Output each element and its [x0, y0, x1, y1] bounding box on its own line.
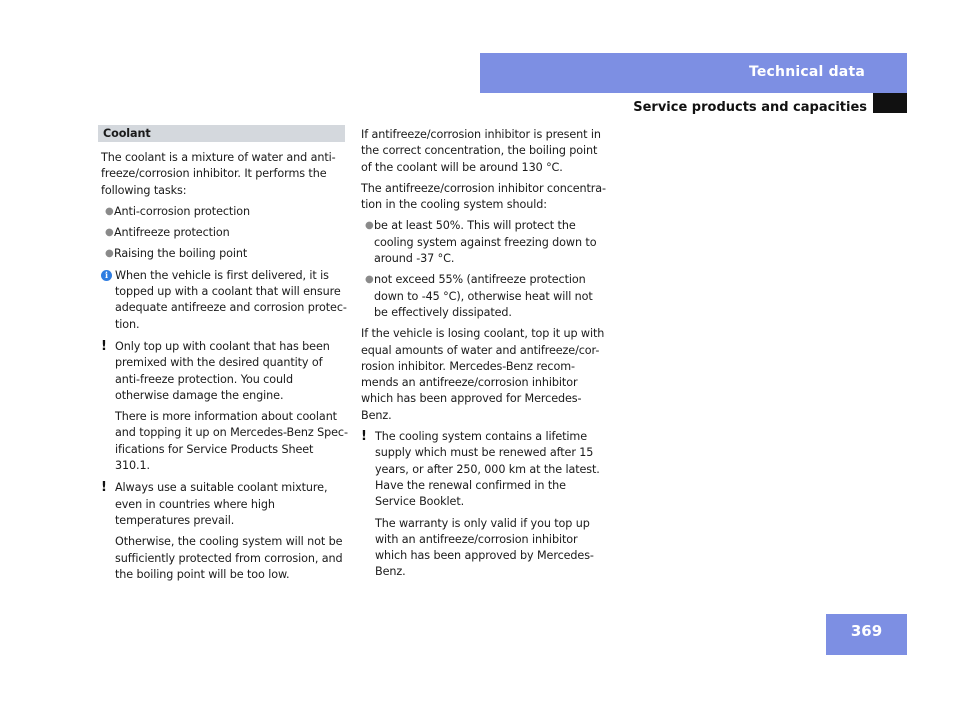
bullet-dot-icon: ●: [105, 227, 114, 239]
section-heading: [98, 125, 345, 142]
bullet-dot-icon: ●: [365, 274, 374, 286]
paragraph: If antifreeze/corrosion inhibitor is present in the correct concentration, the boiling point of the coolant will be around 130 °C.: [361, 128, 601, 174]
bullet-dot-icon: ●: [105, 248, 114, 260]
list-item: ● Anti-corrosion protection: [101, 204, 349, 220]
warning-text: The cooling system contains a lifetime supply which must be renewed after 15 years, or after 250, 000 km at the latest. Have the renewal confirmed in the Service Booklet.: [375, 430, 600, 509]
intro-paragraph: The coolant is a mixture of water and anti-freeze/corrosion inhibitor. It performs the following tasks:: [101, 151, 336, 197]
info-text: When the vehicle is first delivered, it is topped up with a coolant that will ensure adequate antifreeze and corrosion protec-tion.: [115, 268, 347, 331]
paragraph: The antifreeze/corrosion inhibitor concentra-tion in the cooling system should:: [361, 181, 606, 212]
warning-note: [101, 339, 349, 474]
info-note: [101, 268, 349, 333]
right-column: [361, 127, 609, 587]
warning-note: [361, 429, 609, 581]
exclamation-icon: !: [361, 429, 367, 445]
section-title: Service products and capacities: [633, 100, 867, 115]
chapter-tab: [480, 53, 907, 93]
warning-note: [101, 480, 349, 583]
section-heading-text: Coolant: [103, 127, 151, 140]
bullet-dot-icon: ●: [365, 220, 374, 232]
paragraph: If the vehicle is losing coolant, top it up with equal amounts of water and antifreeze/cor-rosion inhibitor. Mercedes-Benz recom-mends an antifreeze/corrosion inhibitor which has been approved for Mercedes-Benz.: [361, 327, 605, 422]
warning-text: The warranty is only valid if you top up with an antifreeze/corrosion inhibitor which has been approved by Mercedes-Benz.: [375, 516, 594, 579]
exclamation-icon: !: [101, 480, 107, 496]
warning-text: There is more information about coolant and topping it up on Mercedes-Benz Spec-ifications for Service Products Sheet 310.1.: [115, 410, 348, 473]
warning-text: Only top up with coolant that has been premixed with the desired quantity of anti-freeze protection. You could otherwise damage the engine.: [115, 339, 330, 402]
left-column: [101, 125, 349, 589]
chapter-marker: [873, 93, 907, 113]
list-item: ● be at least 50%. This will protect the cooling system against freezing down to around -37 °C.: [365, 219, 597, 266]
chapter-title: Technical data: [748, 64, 865, 80]
page-number: 369: [826, 614, 907, 655]
list-item: ● not exceed 55% (antifreeze protection down to -45 °C), otherwise heat will not be effectively dissipated.: [365, 273, 593, 319]
list-item: ● Antifreeze protection: [101, 225, 349, 241]
exclamation-icon: !: [101, 338, 107, 354]
list-item: ● Raising the boiling point: [101, 246, 349, 262]
bullet-dot-icon: ●: [105, 205, 114, 217]
info-icon: i: [101, 270, 112, 281]
warning-text: Always use a suitable coolant mixture, even in countries where high temperatures prevail.: [115, 481, 328, 527]
warning-text: Otherwise, the cooling system will not be sufficiently protected from corrosion, and the boiling point will be too low.: [115, 535, 343, 581]
